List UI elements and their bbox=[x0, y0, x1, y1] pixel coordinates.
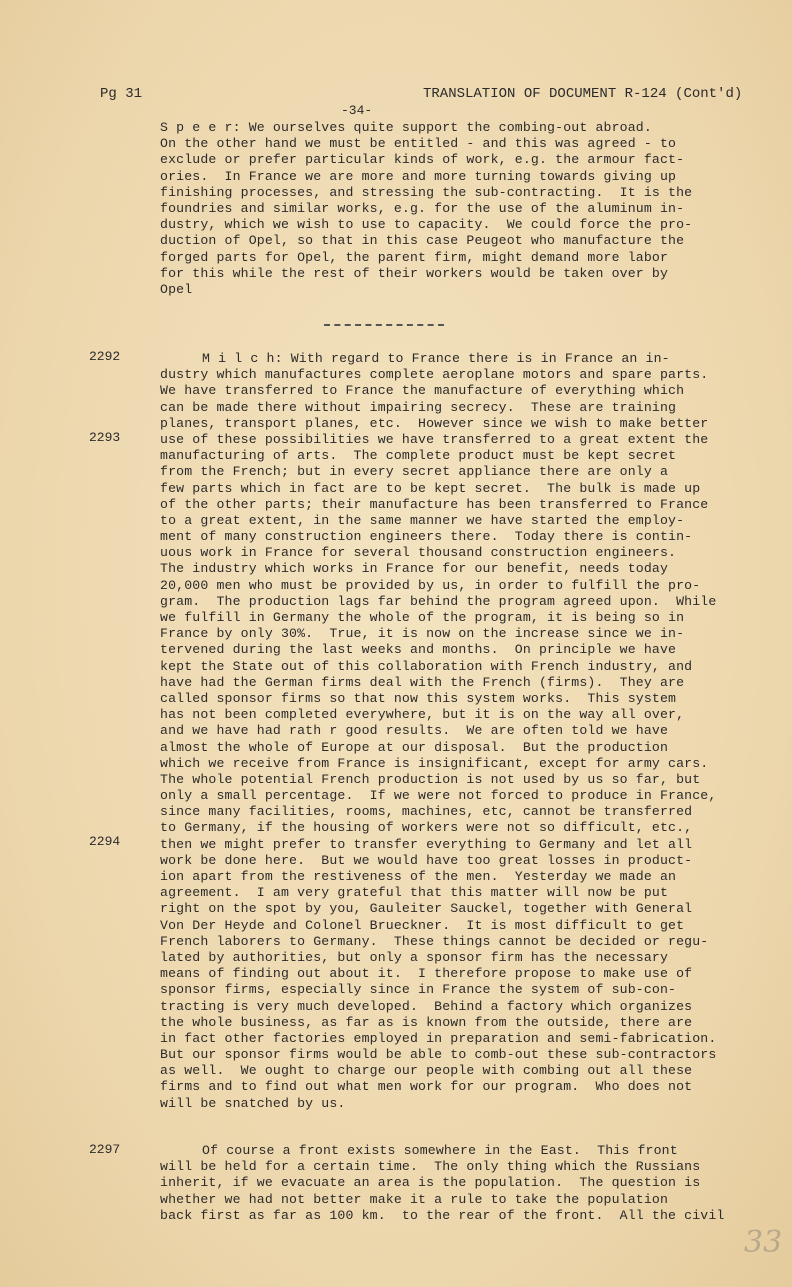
document-title: TRANSLATION OF DOCUMENT R-124 (Cont'd) bbox=[423, 86, 743, 102]
text-line: dustry which manufactures complete aeroplane motors and spare parts. bbox=[160, 367, 709, 383]
text-line: since many facilities, rooms, machines, etc, cannot be transferred bbox=[160, 804, 693, 820]
text-line: ment of many construction engineers there. Today there is contin- bbox=[160, 529, 693, 545]
text-line: only a small percentage. If we were not forced to produce in France, bbox=[160, 788, 717, 804]
text-line: will be held for a certain time. The only thing which the Russians bbox=[160, 1159, 701, 1175]
text-line: exclude or prefer particular kinds of work, e.g. the armour fact- bbox=[160, 152, 685, 168]
text-line: On the other hand we must be entitled - and this was agreed - to bbox=[160, 136, 677, 152]
margin-number-2294: 2294 bbox=[89, 834, 121, 849]
text-line: M i l c h: With regard to France there is in France an in- bbox=[202, 351, 670, 366]
text-line: foundries and similar works, e.g. for the use of the aluminum in- bbox=[160, 200, 685, 216]
text-line: will be snatched by us. bbox=[160, 1095, 346, 1111]
text-line: gram. The production lags far behind the program agreed upon. While bbox=[160, 593, 717, 609]
text-line: to Germany, if the housing of workers were not so difficult, etc., bbox=[160, 820, 693, 836]
text-line: inherit, if we evacuate an area is the population. The question is bbox=[160, 1175, 701, 1191]
text-line: tervened during the last weeks and months. On principle we have bbox=[160, 642, 677, 658]
margin-number-2292: 2292 bbox=[89, 349, 121, 364]
text-line: means of finding out about it. I therefore propose to make use of bbox=[160, 966, 693, 982]
text-line: The whole potential French production is not used by us so far, but bbox=[160, 771, 701, 787]
page-reference: Pg 31 bbox=[100, 86, 143, 102]
text-line: firms and to find out what men work for our program. Who does not bbox=[160, 1079, 693, 1095]
text-line: to a great extent, in the same manner we have started the employ- bbox=[160, 512, 685, 528]
text-line: from the French; but in every secret appliance there are only a bbox=[160, 464, 669, 480]
text-line: lated by authorities, but only a sponsor firm has the necessary bbox=[160, 949, 669, 965]
text-line: French laborers to Germany. These things cannot be decided or regu- bbox=[160, 933, 709, 949]
text-line: agreement. I am very grateful that this matter will now be put bbox=[160, 885, 669, 901]
text-line: few parts which in fact are to be kept secret. The bulk is made up bbox=[160, 480, 701, 496]
text-line: for this while the rest of their workers would be taken over by bbox=[160, 265, 669, 281]
text-line: ion apart from the restiveness of the men. Yesterday we made an bbox=[160, 869, 677, 884]
text-line: which we receive from France is insignificant, except for army cars. bbox=[160, 755, 709, 771]
text-line: 20,000 men who must be provided by us, in order to fulfill the pro- bbox=[160, 577, 701, 593]
text-line: tracting is very much developed. Behind a factory which organizes bbox=[160, 998, 693, 1014]
text-line: uous work in France for several thousand construction engineers. bbox=[160, 545, 677, 561]
text-line: But our sponsor firms would be able to comb-out these sub-contractors bbox=[160, 1047, 717, 1063]
speer-paragraph bbox=[160, 120, 750, 298]
text-line: right on the spot by you, Gauleiter Sauckel, together with General bbox=[160, 901, 693, 917]
text-line: whether we had not better make it a rule to take the population bbox=[160, 1191, 669, 1207]
text-line: ories. In France we are more and more turning towards giving up bbox=[160, 168, 677, 184]
text-line: kept the State out of this collaboration with French industry, and bbox=[160, 658, 693, 674]
text-line: Opel bbox=[160, 281, 193, 297]
text-line: The industry which works in France for our benefit, needs today bbox=[160, 561, 669, 577]
section-divider bbox=[324, 324, 444, 326]
final-paragraph bbox=[160, 1143, 747, 1224]
text-line: S p e e r: We ourselves quite support the combing-out abroad. bbox=[160, 120, 652, 135]
text-line: then we might prefer to transfer everything to Germany and let all bbox=[160, 836, 693, 852]
text-line: in fact other factories employed in preparation and semi-fabrication. bbox=[160, 1030, 717, 1046]
text-line: can be made there without impairing secrecy. These are training bbox=[160, 399, 677, 415]
text-line: Von Der Heyde and Colonel Brueckner. It is most difficult to get bbox=[160, 917, 685, 933]
sub-page-number: -34- bbox=[341, 103, 373, 118]
text-line: We have transferred to France the manufacture of everything which bbox=[160, 383, 685, 399]
text-line: work be done here. But we would have too great losses in product- bbox=[160, 852, 693, 868]
text-line: duction of Opel, so that in this case Peugeot who manufacture the bbox=[160, 233, 685, 249]
text-line: France by only 30%. True, it is now on the increase since we in- bbox=[160, 626, 685, 642]
text-line: the whole business, as far as is known from the outside, there are bbox=[160, 1014, 693, 1030]
text-line: of the other parts; their manufacture has been transferred to France bbox=[160, 496, 709, 512]
text-line: as well. We ought to charge our people with combing out all these bbox=[160, 1063, 693, 1079]
milch-paragraph bbox=[160, 351, 747, 1112]
text-line: Of course a front exists somewhere in the East. This front bbox=[202, 1143, 678, 1158]
margin-number-2297: 2297 bbox=[89, 1142, 121, 1157]
text-line: called sponsor firms so that now this system works. This system bbox=[160, 690, 677, 706]
handwritten-page-number: 33 bbox=[744, 1225, 783, 1260]
text-line: we fulfill in Germany the whole of the program, it is being so in bbox=[160, 610, 685, 625]
text-line: almost the whole of Europe at our disposal. But the production bbox=[160, 739, 669, 755]
text-line: sponsor firms, especially since in France the system of sub-con- bbox=[160, 982, 677, 998]
text-line: back first as far as 100 km. to the rear of the front. All the civil bbox=[160, 1207, 725, 1223]
text-line: use of these possibilities we have transferred to a great extent the bbox=[160, 431, 709, 447]
text-line: planes, transport planes, etc. However since we wish to make better bbox=[160, 415, 709, 431]
text-line: manufacturing of arts. The complete product must be kept secret bbox=[160, 448, 677, 464]
text-line: dustry, which we wish to use to capacity. We could force the pro- bbox=[160, 217, 693, 233]
margin-number-2293: 2293 bbox=[89, 430, 121, 445]
text-line: finishing processes, and stressing the sub-contracting. It is the bbox=[160, 184, 693, 200]
text-line: and we have had rath r good results. We are often told we have bbox=[160, 723, 669, 739]
text-line: has not been completed everywhere, but it is on the way all over, bbox=[160, 707, 685, 723]
text-line: forged parts for Opel, the parent firm, might demand more labor bbox=[160, 249, 669, 265]
text-line: have had the German firms deal with the French (firms). They are bbox=[160, 674, 685, 690]
